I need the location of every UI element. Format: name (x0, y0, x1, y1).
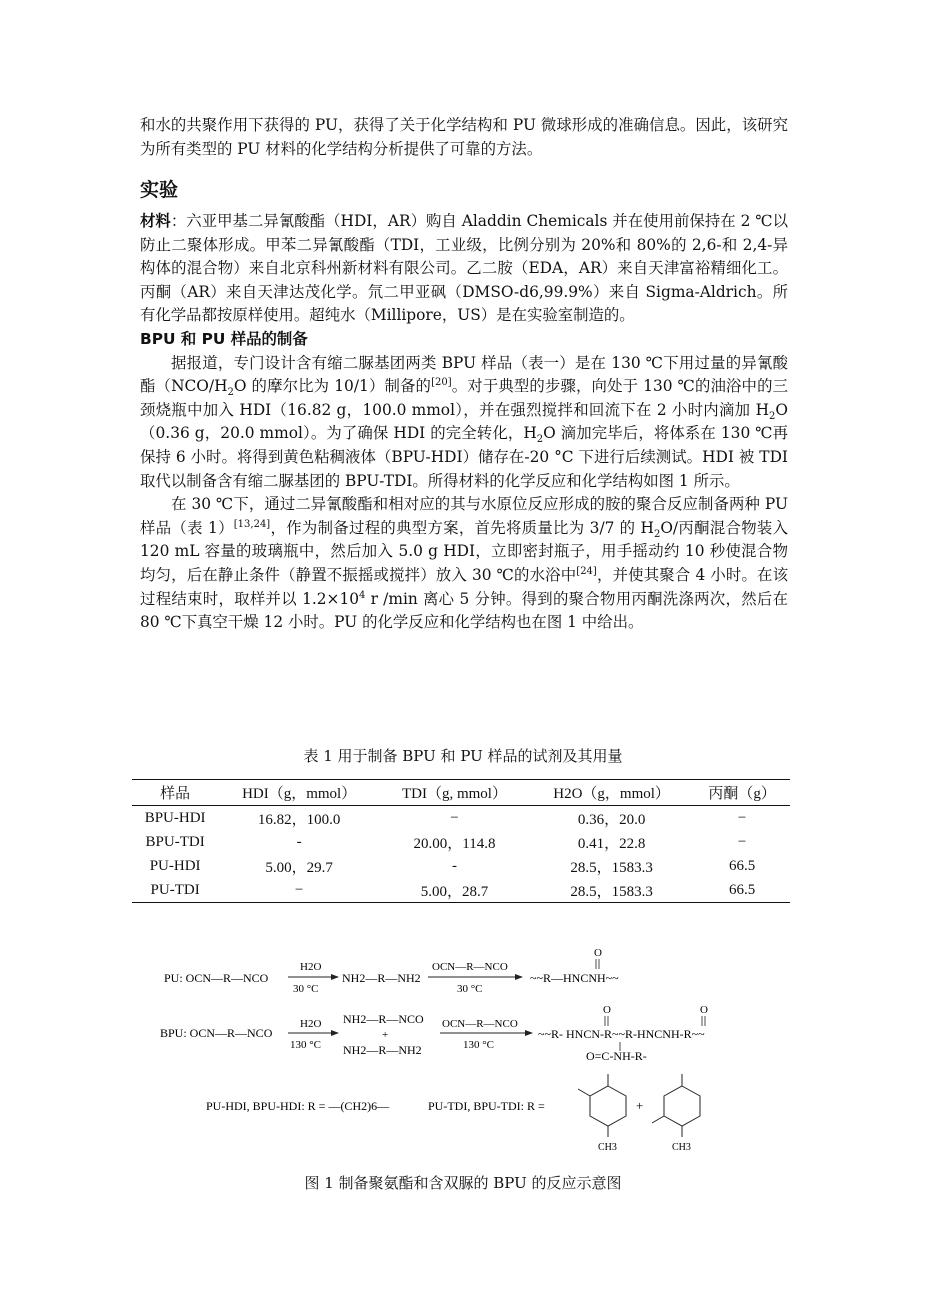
table-cell: 28.5，1583.3 (529, 878, 694, 903)
bpu-condition-2: 130 °C (463, 1039, 494, 1051)
pu-diamine: NH2—R—NH2 (342, 971, 421, 985)
tdi-plus: + (636, 1098, 644, 1113)
bpu-condition-1: 130 °C (290, 1039, 321, 1051)
table-row (132, 830, 790, 854)
materials-paragraph (140, 210, 788, 635)
tdi-ring-1-methyl: CH3 (598, 1142, 617, 1153)
tdi-ring-2-bond-left (652, 1116, 664, 1123)
table-cell: - (296, 833, 302, 850)
materials-text: ：六亚甲基二异氰酸酯（HDI，AR）购自 Aladdin Chemicals 并在使用前保持在 2 ℃以防止二聚体形成。甲苯二异氰酸酯（TDI，工业级，比例分别为 20%和 80%的 2,6-和 2,4-异构体的混合物）来自北京科州新材料有限公司。乙二胺（EDA，AR）来自天津富裕精细化工。丙酮（AR）来自天津达茂化学。氘二甲亚砜（DMSO-d6,99.9%）来自 Sigma-Aldrich。所有化学品都按原样使用。超纯水（Millipore，US）是在实验室制造的。 (140, 212, 788, 325)
reaction-scheme (150, 940, 790, 1160)
table-header: 样品 (132, 780, 218, 806)
bpu-mix-top: NH2—R—NCO (343, 1012, 424, 1026)
table-cell: 5.00，28.7 (380, 878, 529, 903)
tdi-ring-1-bond-left (578, 1089, 590, 1096)
pu-product: ~~R—HNCNH~~ (530, 971, 619, 985)
table-cell: - (451, 857, 457, 874)
table-header: TDI（g, mmol） (380, 780, 529, 806)
table-cell: 0.41，22.8 (577, 835, 646, 852)
prep-title: BPU 和 PU 样品的制备 (140, 329, 308, 348)
tdi-ring-2 (664, 1086, 700, 1126)
bpu-product: ~~R- HNCN-R~~R-HNCNH-R~~ (538, 1027, 705, 1041)
table-header: H2O（g，mmol） (529, 780, 694, 806)
prep-paragraph-2: 在 30 ℃下，通过二异氰酸酯和相对应的其与水原位反应形成的胺的聚合反应制备两种 PU 样品（表 1）[13,24]，作为制备过程的典型方案，首先将质量比为 3/7 的 $H_2O/$丙酮混合物装入 120 mL 容量的玻璃瓶中，然后加入 5.0 g HDI，立即密封瓶子，用手摇动约 10 秒使混合物均匀，后在静止条件（静置不振摇或搅拌）放入 30 ℃的水浴中[24]，并使其聚合 4 小时。在该过程结束时，取样并以 $1.2\times 10^4$ r /min 离心 5 分钟。得到的聚合物用丙酮洗涤两次，然后在 80 ℃下真空干燥 12 小时。PU 的化学反应和化学结构也在图 1 中给出。 (140, 495, 788, 632)
table-cell: 66.5 (729, 857, 756, 874)
tdi-ring-1 (590, 1086, 626, 1126)
table-cell: − (737, 833, 747, 850)
table-cell: PU-HDI (149, 857, 201, 874)
r-hdi-definition: PU-HDI, BPU-HDI: R = —(CH2)6— (206, 1099, 390, 1113)
bpu-carbonyl-o-1: O (603, 1004, 611, 1016)
table-cell: 16.82，100.0 (257, 811, 341, 828)
table-cell: 20.00，114.8 (413, 835, 496, 852)
table-header: HDI（g，mmol） (218, 780, 380, 806)
table-cell: − (737, 809, 747, 826)
table-row (132, 878, 790, 903)
intro-paragraph (140, 114, 788, 161)
bpu-mix-bottom: NH2—R—NH2 (343, 1043, 422, 1057)
prep-paragraph-1: 据报道，专门设计含有缩二脲基团两类 BPU 样品（表一）是在 130 ℃下用过量的异氰酸酯（$NCO/H_2O$ 的摩尔比为 10/1）制备的[20]。对于典型的步骤，向处于 130 ℃的油浴中的三颈烧瓶中加入 HDI（16.82 g，100.0 mmol），并在强烈搅拌和回流下在 2 小时内滴加 $H_2O(0.36$ g，20.0 mmol）。为了确保 HDI 的完全转化，$H_2O$ 滴加完毕后，将体系在 130 ℃再保持 6 小时。将得到黄色粘稠液体（BPU-HDI）储存在-20 °C 下进行后续测试。HDI 被 TDI 取代以制备含有缩二脲基团的 BPU-TDI。所得材料的化学反应和化学结构如图 1 所示。 (140, 353, 788, 490)
table-cell: BPU-HDI (144, 809, 206, 826)
pu-reactant: PU: OCN—R—NCO (164, 971, 269, 985)
reagent-table (132, 779, 790, 903)
bpu-carbonyl-o-2: O (700, 1004, 708, 1016)
pu-condition-2: 30 °C (457, 983, 483, 995)
table-cell: 5.00，29.7 (265, 859, 333, 876)
section-title: 实验 (140, 179, 179, 201)
tdi-ring-2-methyl: CH3 (672, 1142, 691, 1153)
bpu-reactant: BPU: OCN—R—NCO (160, 1026, 273, 1040)
table-cell: − (218, 878, 380, 903)
table-cell: 28.5，1583.3 (570, 859, 653, 876)
materials-label: 材料 (140, 212, 171, 230)
bpu-branch: O=C-NH-R- (586, 1049, 647, 1063)
pu-condition-1: 30 °C (293, 983, 319, 995)
table-cell: PU-TDI (132, 878, 218, 903)
table-cell: − (450, 809, 459, 826)
table-cell: 0.36，20.0 (577, 811, 646, 828)
pu-isocyanate-label: OCN—R—NCO (432, 961, 508, 973)
bpu-water-label: H2O (300, 1018, 322, 1030)
table-row (132, 854, 790, 878)
bpu-mix-plus: + (382, 1029, 389, 1041)
table-header-row (132, 780, 790, 806)
table-caption: 表 1 用于制备 BPU 和 PU 样品的试剂及其用量 (303, 747, 623, 765)
pu-water-label: H2O (300, 961, 322, 973)
figure-caption: 图 1 制备聚氨酯和含双脲的 BPU 的反应示意图 (304, 1174, 622, 1192)
table-header: 丙酮（g） (694, 780, 790, 806)
bpu-isocyanate-label: OCN—R—NCO (442, 1018, 518, 1030)
table-row (132, 806, 790, 831)
intro-text: 和水的共聚作用下获得的 PU，获得了关于化学结构和 PU 微球形成的准确信息。因此，该研究为所有类型的 PU 材料的化学结构分析提供了可靠的方法。 (140, 116, 788, 158)
pu-carbonyl-o: O (594, 947, 602, 959)
r-tdi-definition: PU-TDI, BPU-TDI: R = (428, 1099, 545, 1113)
table-cell: 66.5 (694, 878, 790, 903)
table-cell: BPU-TDI (145, 833, 205, 850)
